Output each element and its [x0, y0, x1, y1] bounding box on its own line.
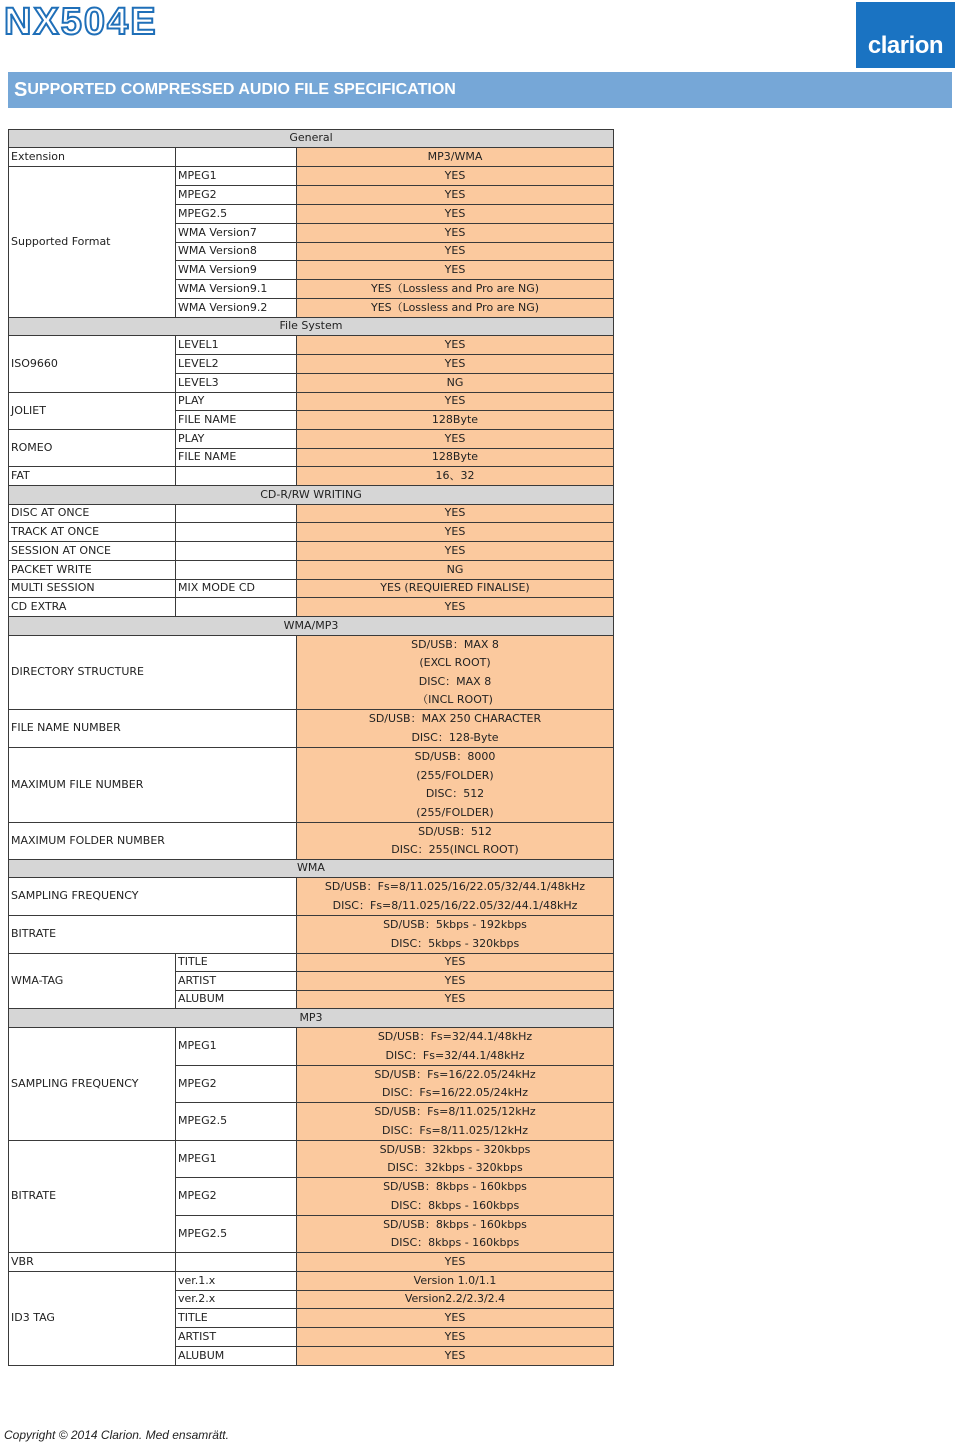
spec-label: MAXIMUM FILE NUMBER: [8, 747, 297, 823]
spec-value-line: YES: [444, 1310, 466, 1324]
spec-label: BITRATE: [8, 1140, 176, 1253]
spec-value: [296, 429, 614, 449]
spec-value-line: YES: [444, 431, 466, 445]
spec-sublabel: FILE NAME: [175, 410, 297, 430]
spec-value: [296, 147, 614, 167]
spec-value: [296, 541, 614, 561]
spec-value-line: 128Byte: [431, 412, 479, 426]
spec-value: [296, 1271, 614, 1291]
spec-sublabel: MPEG2.5: [175, 1215, 297, 1253]
spec-label: JOLIET: [8, 392, 176, 430]
spec-value-line: DISC：8kbps - 160kbps: [390, 1236, 520, 1249]
spec-sublabel: ARTIST: [175, 1327, 297, 1347]
spec-sublabel: MPEG1: [175, 1140, 297, 1178]
spec-value-line: YES: [444, 543, 466, 557]
spec-sublabel: MPEG1: [175, 166, 297, 186]
spec-value-line: SD/USB：MAX 8: [411, 637, 499, 651]
spec-value: [296, 1065, 614, 1103]
spec-value-line: SD/USB：Fs=16/22.05/24kHz: [374, 1067, 536, 1081]
spec-value-line: DISC：512: [425, 787, 485, 800]
spec-sublabel: [175, 1252, 297, 1272]
spec-value-line: SD/USB：512: [418, 824, 492, 838]
spec-value: [296, 223, 614, 243]
spec-value: [296, 1215, 614, 1253]
spec-value: [296, 560, 614, 580]
spec-sublabel: MIX MODE CD: [175, 579, 297, 598]
spec-value: [296, 953, 614, 972]
spec-value-line: Version2.2/2.3/2.4: [404, 1292, 506, 1306]
spec-value-line: YES: [444, 262, 466, 276]
spec-label: FAT: [8, 466, 176, 486]
spec-value-line: SD/USB：8kbps - 160kbps: [383, 1180, 527, 1193]
spec-value-line: DISC：8kbps - 160kbps: [390, 1198, 520, 1212]
spec-label: BITRATE: [8, 915, 297, 954]
spec-value-line: DISC：Fs=8/11.025/12kHz: [382, 1123, 528, 1137]
spec-value-line: SD/USB：Fs=8/11.025/16/22.05/32/44.1/48kHz: [324, 880, 586, 893]
spec-value-line: DISC：Fs=16/22.05/24kHz: [382, 1086, 528, 1099]
spec-sublabel: MPEG2.5: [175, 1102, 297, 1141]
spec-value: [296, 971, 614, 991]
spec-value-line: YES: [444, 168, 466, 182]
spec-value: [296, 373, 614, 393]
spec-value: [296, 1327, 614, 1347]
spec-sublabel: [175, 597, 297, 617]
spec-sublabel: TITLE: [175, 953, 297, 972]
spec-value: [296, 522, 614, 542]
spec-label: SAMPLING FREQUENCY: [8, 1027, 176, 1141]
clarion-logo: clarion: [856, 2, 955, 68]
spec-sublabel: WMA Version8: [175, 242, 297, 261]
spec-value-line: YES: [444, 1254, 466, 1268]
spec-sublabel: WMA Version9: [175, 260, 297, 280]
section-header: WMA: [8, 859, 614, 878]
spec-value: [296, 410, 614, 430]
spec-sublabel: LEVEL1: [175, 335, 297, 355]
spec-value-line: YES: [444, 187, 466, 201]
spec-sublabel: ALUBUM: [175, 990, 297, 1009]
spec-value-line: YES (REQUIERED FINALISE): [380, 581, 530, 595]
spec-value-line: （INCL ROOT): [417, 693, 493, 706]
spec-value-line: YES: [444, 356, 466, 370]
spec-value-line: DISC：5kbps - 320kbps: [390, 936, 520, 950]
spec-value-line: NG: [446, 375, 464, 389]
spec-sublabel: MPEG2.5: [175, 204, 297, 224]
spec-value-line: DISC：Fs=8/11.025/16/22.05/32/44.1/48kHz: [332, 898, 578, 912]
spec-label: PACKET WRITE: [8, 560, 176, 580]
spec-label: ID3 TAG: [8, 1271, 176, 1366]
spec-value: [296, 504, 614, 523]
spec-sublabel: ALUBUM: [175, 1346, 297, 1366]
spec-value: [296, 185, 614, 205]
spec-value: [296, 1027, 614, 1066]
spec-value-line: DISC：128-Byte: [411, 730, 499, 744]
page-title-rest: UPPORTED COMPRESSED AUDIO FILE SPECIFICATION: [27, 81, 456, 98]
spec-value-line: SD/USB：Fs=32/44.1/48kHz: [377, 1030, 533, 1043]
spec-label: CD EXTRA: [8, 597, 176, 617]
section-header: General: [8, 129, 614, 148]
spec-value: [296, 1308, 614, 1328]
spec-value-line: YES: [444, 337, 466, 351]
spec-label: WMA-TAG: [8, 953, 176, 1009]
spec-label: ISO9660: [8, 335, 176, 393]
spec-sublabel: [175, 560, 297, 580]
spec-value: [296, 242, 614, 261]
spec-value-line: YES: [444, 973, 466, 987]
spec-sublabel: ver.2.x: [175, 1290, 297, 1309]
spec-value: [296, 466, 614, 486]
spec-value: [296, 709, 614, 748]
spec-sublabel: [175, 466, 297, 486]
spec-sublabel: PLAY: [175, 429, 297, 449]
spec-value: [296, 1252, 614, 1272]
spec-value: [296, 279, 614, 299]
spec-value: [296, 335, 614, 355]
spec-label: VBR: [8, 1252, 176, 1272]
spec-value-line: YES: [444, 1348, 466, 1362]
spec-label: TRACK AT ONCE: [8, 522, 176, 542]
spec-value: [296, 1290, 614, 1309]
spec-value: [296, 204, 614, 224]
spec-value-line: SD/USB：8kbps - 160kbps: [383, 1217, 527, 1231]
spec-sublabel: MPEG2: [175, 1065, 297, 1103]
spec-value-line: NG: [446, 562, 464, 576]
spec-value: [296, 597, 614, 617]
spec-value-line: DISC：255(INCL ROOT): [391, 843, 519, 856]
section-header: MP3: [8, 1008, 614, 1028]
spec-value-line: 16、32: [435, 468, 475, 482]
spec-value: [296, 579, 614, 598]
spec-value: [296, 635, 614, 710]
spec-value-line: YES: [444, 394, 466, 408]
spec-label: Extension: [8, 147, 176, 167]
spec-value: [296, 747, 614, 823]
spec-sublabel: WMA Version7: [175, 223, 297, 243]
spec-label: ROMEO: [8, 429, 176, 467]
spec-sublabel: [175, 504, 297, 523]
section-header: File System: [8, 317, 614, 336]
spec-value-line: DISC：Fs=32/44.1/48kHz: [385, 1048, 525, 1062]
spec-value-line: YES（Lossless and Pro are NG): [370, 281, 540, 295]
spec-value-line: YES（Lossless and Pro are NG): [370, 300, 540, 314]
spec-value: [296, 1102, 614, 1141]
model-name: NX504E: [4, 1, 158, 43]
spec-sublabel: FILE NAME: [175, 448, 297, 467]
spec-label: DIRECTORY STRUCTURE: [8, 635, 297, 710]
spec-value-line: YES: [444, 599, 466, 613]
spec-value: [296, 448, 614, 467]
spec-value: [296, 166, 614, 186]
spec-value-line: (255/FOLDER): [416, 805, 494, 819]
spec-value-line: SD/USB：5kbps - 192kbps: [383, 918, 527, 931]
spec-label: SAMPLING FREQUENCY: [8, 877, 297, 916]
spec-value-line: SD/USB：32kbps - 320kbps: [379, 1142, 531, 1156]
spec-label: DISC AT ONCE: [8, 504, 176, 523]
spec-value-line: YES: [444, 244, 466, 258]
spec-value-line: (255/FOLDER): [416, 768, 494, 782]
page-title-initial: S: [14, 78, 28, 101]
spec-value: [296, 822, 614, 860]
spec-value-line: YES: [444, 992, 466, 1006]
spec-value-line: DISC：32kbps - 320kbps: [387, 1161, 523, 1174]
spec-sublabel: LEVEL2: [175, 354, 297, 374]
spec-value: [296, 990, 614, 1009]
spec-sublabel: TITLE: [175, 1308, 297, 1328]
spec-sublabel: [175, 541, 297, 561]
spec-value: [296, 1177, 614, 1216]
spec-value: [296, 260, 614, 280]
section-header: CD-R/RW WRITING: [8, 485, 614, 505]
spec-label: SESSION AT ONCE: [8, 541, 176, 561]
spec-sublabel: [175, 522, 297, 542]
spec-sublabel: ARTIST: [175, 971, 297, 991]
spec-value-line: MP3/WMA: [427, 149, 483, 163]
spec-sublabel: PLAY: [175, 392, 297, 411]
spec-value-line: YES: [444, 524, 466, 538]
spec-label: FILE NAME NUMBER: [8, 709, 297, 748]
spec-value-line: YES: [444, 506, 466, 520]
spec-sublabel: MPEG1: [175, 1027, 297, 1066]
spec-sublabel: LEVEL3: [175, 373, 297, 393]
copyright: Copyright © 2014 Clarion. Med ensamrätt.: [4, 1428, 229, 1442]
spec-value-line: SD/USB：8000: [414, 750, 496, 763]
spec-value: [296, 915, 614, 954]
spec-sublabel: ver.1.x: [175, 1271, 297, 1291]
spec-sublabel: WMA Version9.2: [175, 298, 297, 318]
spec-value-line: SD/USB：Fs=8/11.025/12kHz: [374, 1105, 536, 1118]
spec-value-line: YES: [444, 955, 466, 969]
spec-value: [296, 1346, 614, 1366]
spec-value: [296, 1140, 614, 1178]
spec-label: MAXIMUM FOLDER NUMBER: [8, 822, 297, 860]
spec-value-line: YES: [444, 1329, 466, 1343]
spec-value-line: YES: [444, 225, 466, 239]
section-header: WMA/MP3: [8, 616, 614, 636]
spec-value: [296, 877, 614, 916]
spec-sublabel: MPEG2: [175, 1177, 297, 1216]
spec-value: [296, 298, 614, 318]
spec-value-line: SD/USB：MAX 250 CHARACTER: [368, 712, 542, 725]
spec-value-line: 128Byte: [431, 450, 479, 464]
spec-value: [296, 354, 614, 374]
spec-label: MULTI SESSION: [8, 579, 176, 598]
spec-sublabel: WMA Version9.1: [175, 279, 297, 299]
spec-value-line: Version 1.0/1.1: [413, 1273, 497, 1287]
spec-value-line: DISC：MAX 8: [418, 674, 492, 688]
spec-value-line: (EXCL ROOT): [419, 656, 491, 669]
spec-label: Supported Format: [8, 166, 176, 318]
spec-value: [296, 392, 614, 411]
spec-value-line: YES: [444, 206, 466, 220]
spec-sublabel: MPEG2: [175, 185, 297, 205]
